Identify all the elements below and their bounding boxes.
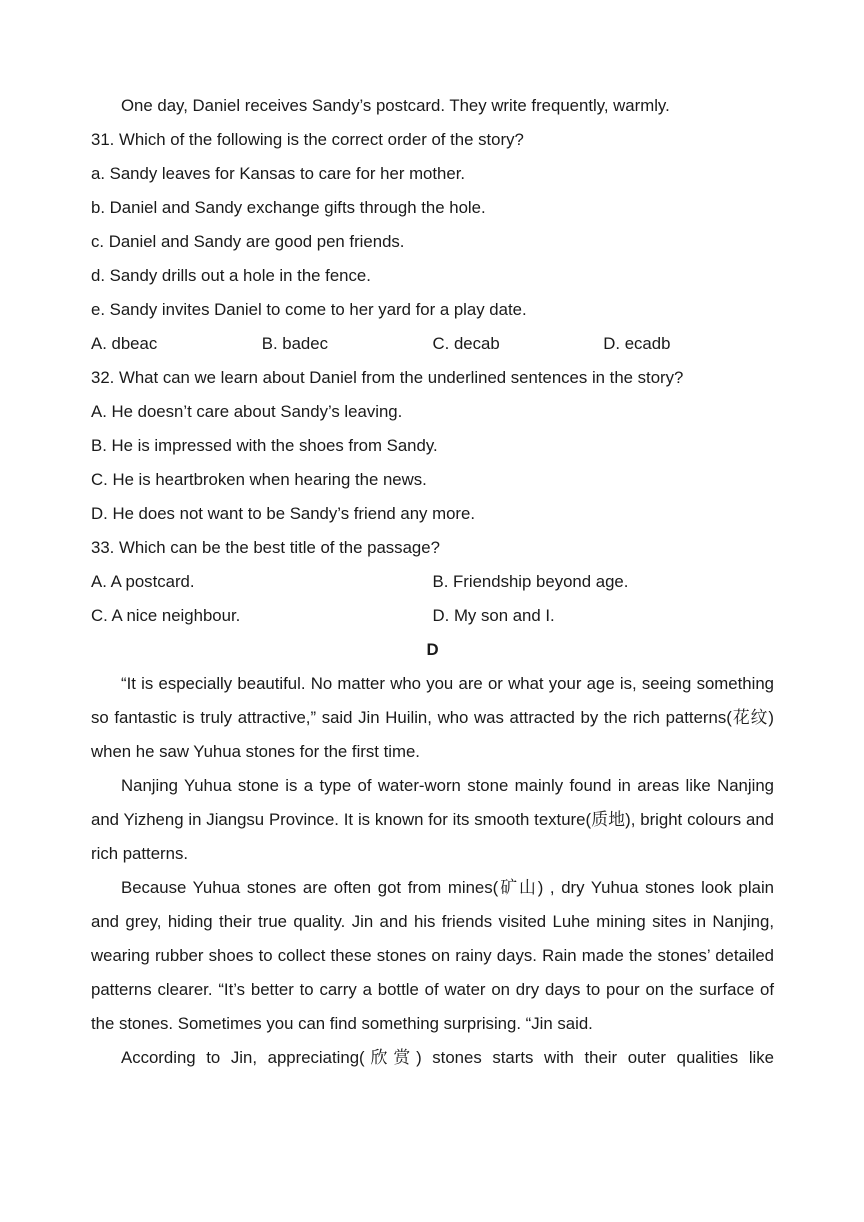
statement-a: a. Sandy leaves for Kansas to care for her mother. — [91, 164, 466, 183]
question-31 — [91, 123, 774, 361]
passage-paragraph: Nanjing Yuhua stone is a type of water-worn stone mainly found in areas like Nanjing and Yizheng in Jiangsu Province. It is known for its smooth texture(质地), bright colours and rich patterns. — [91, 776, 774, 863]
option-c: C. decab — [432, 334, 500, 353]
question-32 — [91, 361, 774, 531]
question-33-text: 33. Which can be the best title of the passage? — [91, 538, 440, 557]
question-33-options-row-2 — [91, 599, 774, 633]
option-c: C. He is heartbroken when hearing the news. — [91, 470, 427, 489]
option-a: A. dbeac — [91, 334, 158, 353]
question-31-options — [91, 327, 774, 361]
question-33-options-row-1 — [91, 565, 774, 599]
passage-d — [91, 667, 774, 1075]
question-33 — [91, 531, 774, 633]
option-a: A. A postcard. — [91, 572, 195, 591]
statement-b: b. Daniel and Sandy exchange gifts through the hole. — [91, 198, 486, 217]
question-32-text: 32. What can we learn about Daniel from the underlined sentences in the story? — [91, 368, 684, 387]
question-31-text: 31. Which of the following is the correct order of the story? — [91, 130, 524, 149]
option-b: B. He is impressed with the shoes from Sandy. — [91, 436, 438, 455]
option-d: D. My son and I. — [432, 606, 555, 625]
option-d: D. He does not want to be Sandy’s friend any more. — [91, 504, 476, 523]
option-d: D. ecadb — [603, 334, 671, 353]
option-b: B. badec — [261, 334, 328, 353]
passage-paragraph: Because Yuhua stones are often got from mines(矿山) , dry Yuhua stones look plain and grey, hiding their true quality. Jin and his friends visited Luhe mining sites in Nanjing, wearing rubber shoes to collect these stones on rainy days. Rain made the stones’ detailed patterns clearer. “It’s better to carry a bottle of water on dry days to pour on the surface of the stones. Sometimes you can find something surprising. “Jin said. — [91, 878, 774, 1033]
option-c: C. A nice neighbour. — [91, 606, 241, 625]
passage-paragraph: “It is especially beautiful. No matter who you are or what your age is, seeing something so fantastic is truly attractive,” said Jin Huilin, who was attracted by the rich patterns(花纹) when he saw Yuhua stones for the first time. — [91, 674, 774, 761]
statement-c: c. Daniel and Sandy are good pen friends. — [91, 232, 405, 251]
option-a: A. He doesn’t care about Sandy’s leaving. — [91, 402, 403, 421]
document-page — [91, 89, 774, 1075]
option-b: B. Friendship beyond age. — [432, 572, 629, 591]
statement-d: d. Sandy drills out a hole in the fence. — [91, 266, 371, 285]
statement-e: e. Sandy invites Daniel to come to her yard for a play date. — [91, 300, 527, 319]
passage-paragraph: According to Jin, appreciating(欣赏) stones starts with their outer qualities like — [121, 1048, 774, 1067]
section-heading: D — [426, 640, 439, 659]
intro-line: One day, Daniel receives Sandy’s postcard. They write frequently, warmly. — [121, 96, 670, 115]
